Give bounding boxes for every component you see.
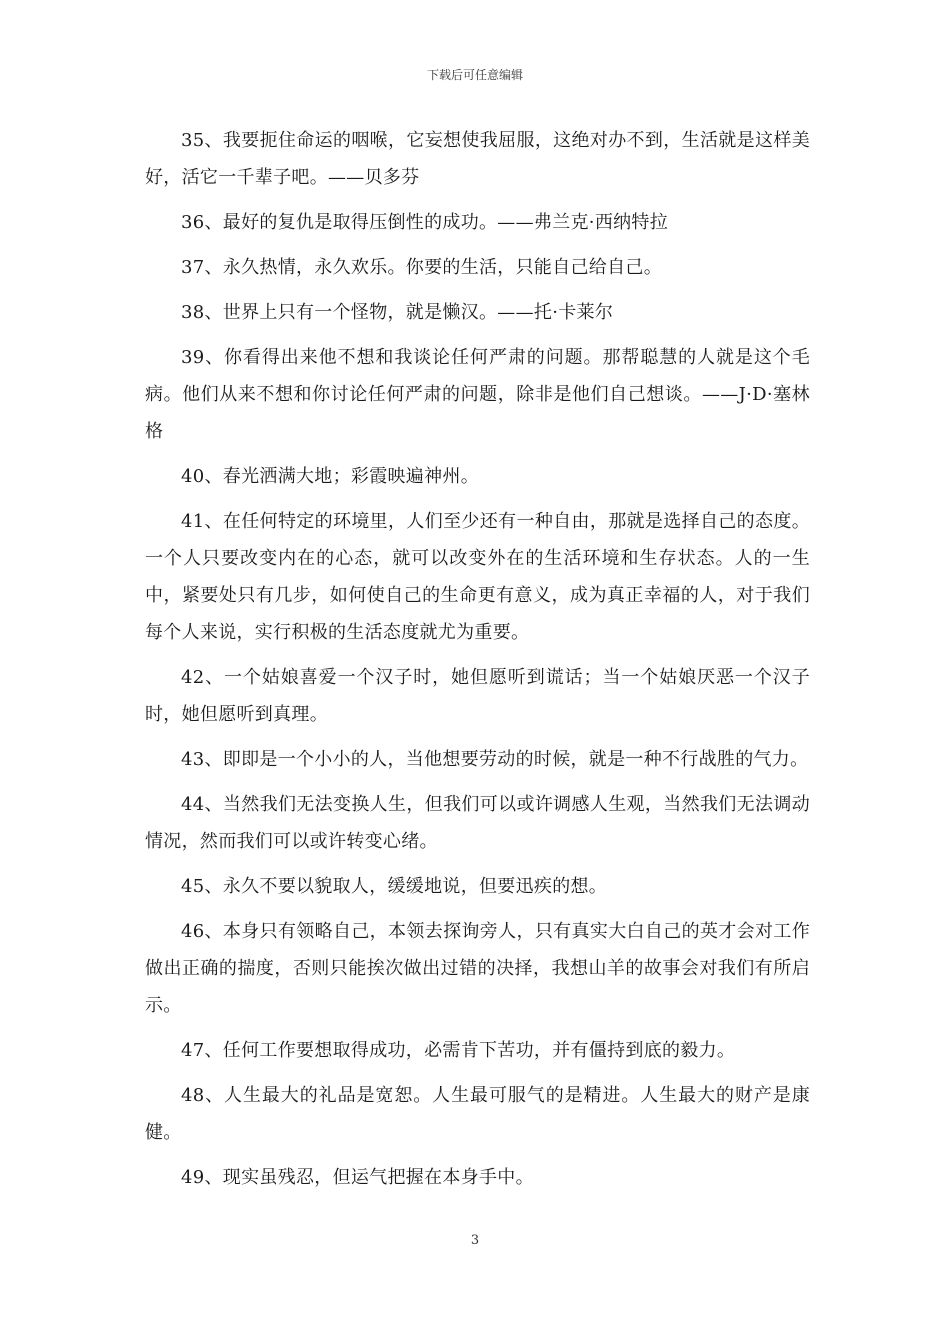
quote-paragraph-48: 48、人生最大的礼品是宽恕。人生最可服气的是精进。人生最大的财产是康健。 <box>145 1085 810 1143</box>
quote-paragraph-41: 41、在任何特定的环境里，人们至少还有一种自由，那就是选择自己的态度。一个人只要改变内在的心态，就可以改变外在的生活环境和生存状态。人的一生中，紧要处只有几步，如何使自己的生命更有意义，成为真正幸福的人，对于我们每个人来说，实行积极的生活态度就尤为重要。 <box>145 511 810 643</box>
quote-paragraph-44: 44、当然我们无法变换人生，但我们可以或许调感人生观，当然我们无法调动情况，然而我们可以或许转变心绪。 <box>145 794 810 852</box>
page-number: 3 <box>470 1233 480 1248</box>
quote-paragraph-38: 38、世界上只有一个怪物，就是懒汉。——托·卡莱尔 <box>181 302 614 323</box>
page-header: 下载后可任意编辑 <box>426 68 523 82</box>
quote-paragraph-47: 47、任何工作要想取得成功，必需肯下苦功，并有僵持到底的毅力。 <box>181 1040 736 1061</box>
document-body <box>145 122 810 1204</box>
quote-paragraph-35: 35、我要扼住命运的咽喉，它妄想使我屈服，这绝对办不到，生活就是这样美好，活它一千辈子吧。——贝多芬 <box>145 130 810 188</box>
quote-paragraph-36: 36、最好的复仇是取得压倒性的成功。——弗兰克·西纳特拉 <box>181 212 669 233</box>
quote-paragraph-46: 46、本身只有领略自己，本领去探询旁人，只有真实大白自己的英才会对工作做出正确的揣度，否则只能挨次做出过错的决择，我想山羊的故事会对我们有所启示。 <box>145 921 810 1016</box>
quote-paragraph-39: 39、你看得出来他不想和我谈论任何严肃的问题。那帮聪慧的人就是这个毛病。他们从来不想和你讨论任何严肃的问题，除非是他们自己想谈。——J·D·塞林格 <box>145 347 810 442</box>
quote-paragraph-49: 49、现实虽残忍，但运气把握在本身手中。 <box>181 1167 534 1188</box>
quote-paragraph-37: 37、永久热情，永久欢乐。你要的生活，只能自己给自己。 <box>181 257 663 278</box>
quote-paragraph-42: 42、一个姑娘喜爱一个汉子时，她但愿听到谎话；当一个姑娘厌恶一个汉子时，她但愿听到真理。 <box>145 667 810 725</box>
quote-paragraph-43: 43、即即是一个小小的人，当他想要劳动的时候，就是一种不行战胜的气力。 <box>181 749 809 770</box>
quote-paragraph-45: 45、永久不要以貌取人，缓缓地说，但要迅疾的想。 <box>181 876 608 897</box>
quote-paragraph-40: 40、春光洒满大地；彩霞映遍神州。 <box>181 466 480 487</box>
